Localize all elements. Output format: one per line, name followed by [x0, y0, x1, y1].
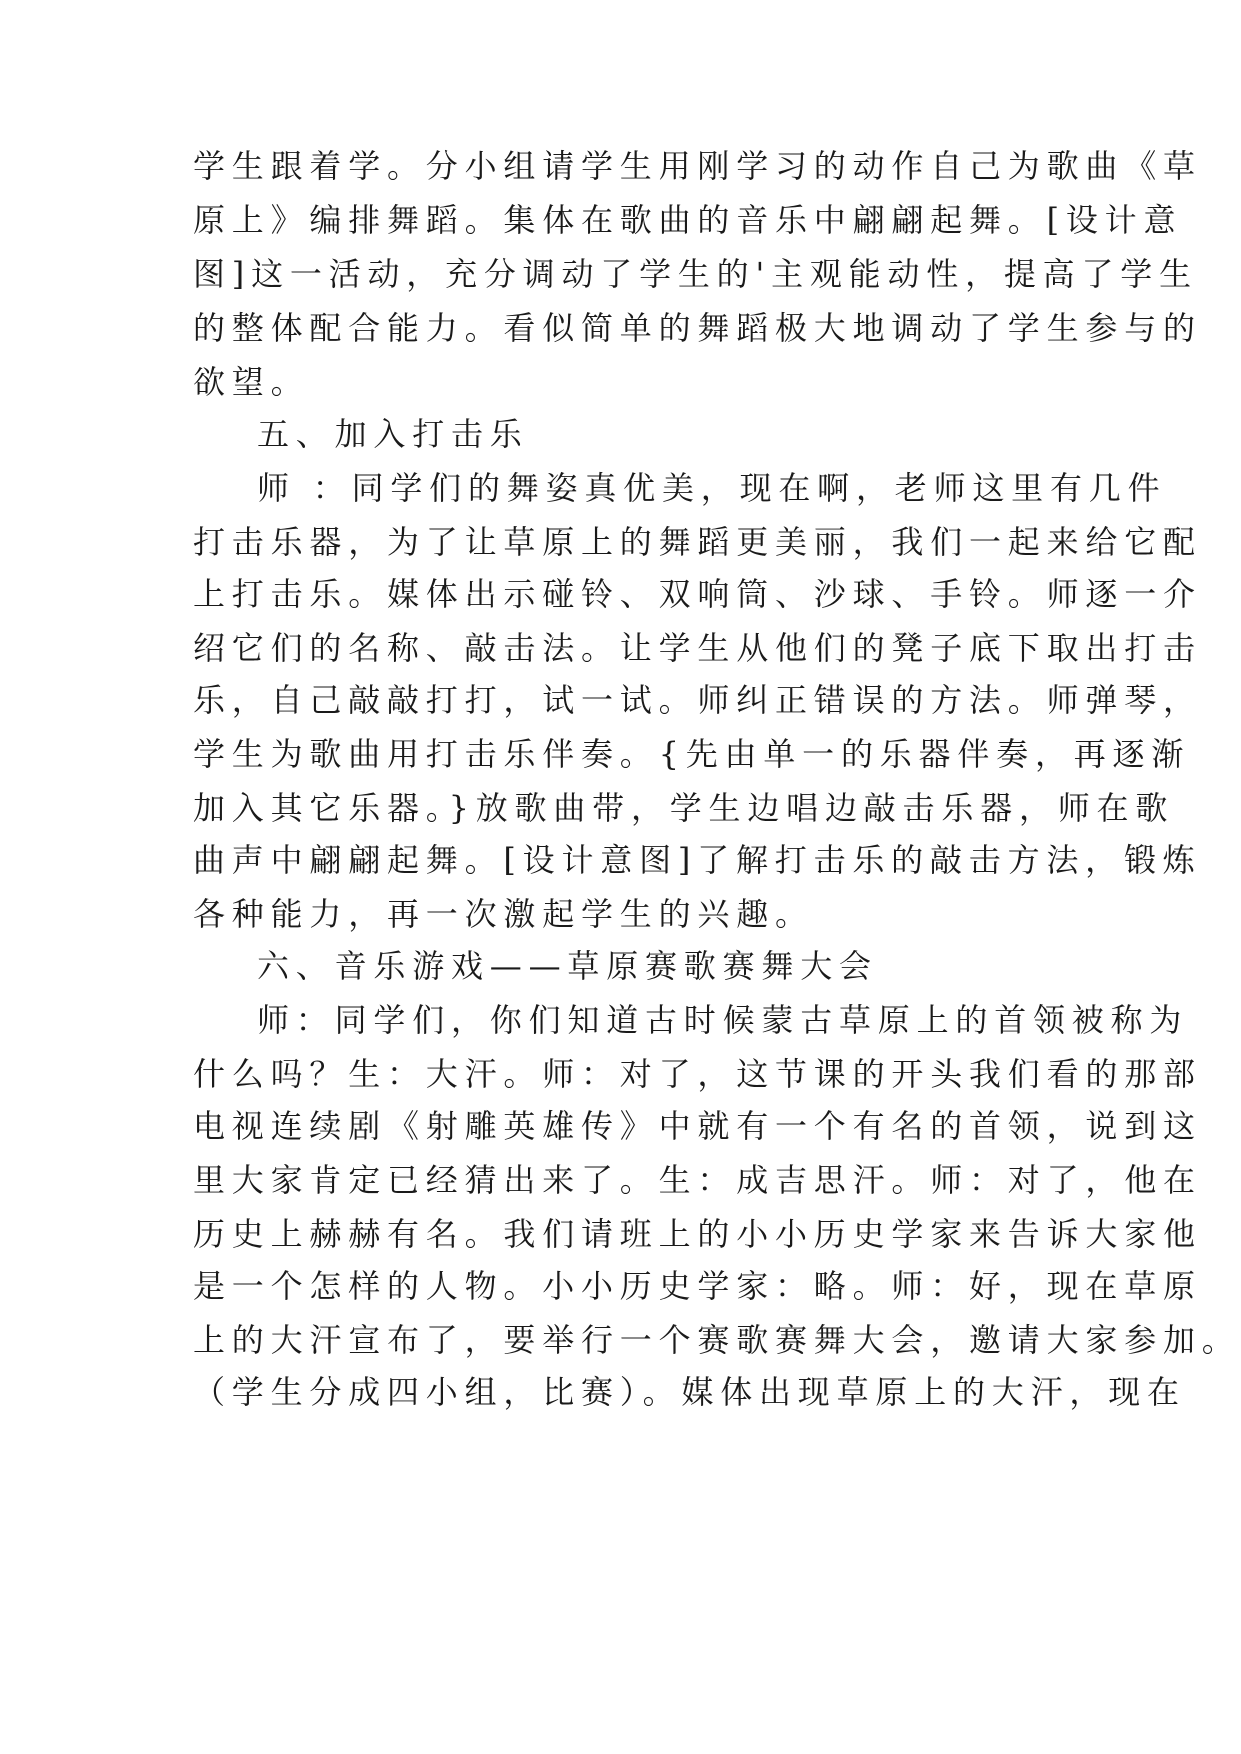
text-line: 加入其它乐器。}放歌曲带，学生边唱边敲击乐器，师在歌: [193, 789, 1175, 827]
text-line: 上的大汗宣布了，要举行一个赛歌赛舞大会，邀请大家参加。: [193, 1321, 1241, 1359]
text-line: 欲望。: [193, 363, 310, 401]
text-line: 曲声中翩翩起舞。[设计意图]了解打击乐的敲击方法，锻炼: [193, 841, 1202, 879]
text-line: 电视连续剧《射雕英雄传》中就有一个有名的首领，说到这: [193, 1107, 1202, 1145]
section-heading: 六、音乐游戏——草原赛歌赛舞大会: [257, 947, 878, 985]
text-line: 师：同学们，你们知道古时候蒙古草原上的首领被称为: [257, 1001, 1189, 1039]
text-line: 打击乐器，为了让草原上的舞蹈更美丽，我们一起来给它配: [193, 523, 1202, 561]
text-line: 历史上赫赫有名。我们请班上的小小历史学家来告诉大家他: [193, 1215, 1202, 1253]
text-line: （学生分成四小组，比赛）。媒体出现草原上的大汗，现在: [193, 1373, 1186, 1411]
section-heading: 五、加入打击乐: [257, 415, 529, 453]
text-line: 的整体配合能力。看似简单的舞蹈极大地调动了学生参与的: [193, 309, 1202, 347]
text-line: 是一个怎样的人物。小小历史学家：略。师：好，现在草原: [193, 1267, 1202, 1305]
text-line: 学生为歌曲用打击乐伴奏。{先由单一的乐器伴奏，再逐渐: [193, 735, 1191, 773]
text-line: 原上》编排舞蹈。集体在歌曲的音乐中翩翩起舞。[设计意: [193, 201, 1183, 239]
text-line: 图]这一活动，充分调动了学生的'主观能动性，提高了学生: [193, 255, 1198, 293]
text-line: 学生跟着学。分小组请学生用刚学习的动作自己为歌曲《草: [193, 147, 1202, 185]
text-line: 什么吗？生：大汗。师：对了，这节课的开头我们看的那部: [193, 1055, 1202, 1093]
text-line: 上打击乐。媒体出示碰铃、双响筒、沙球、手铃。师逐一介: [193, 575, 1202, 613]
text-line: 绍它们的名称、敲击法。让学生从他们的凳子底下取出打击: [193, 629, 1202, 667]
text-line: 师 ：同学们的舞姿真优美，现在啊，老师这里有几件: [257, 469, 1167, 507]
text-line: 各种能力，再一次激起学生的兴趣。: [193, 895, 814, 933]
text-line: 乐，自己敲敲打打，试一试。师纠正错误的方法。师弹琴，: [193, 681, 1202, 719]
text-line: 里大家肯定已经猜出来了。生：成吉思汗。师：对了，他在: [193, 1161, 1202, 1199]
